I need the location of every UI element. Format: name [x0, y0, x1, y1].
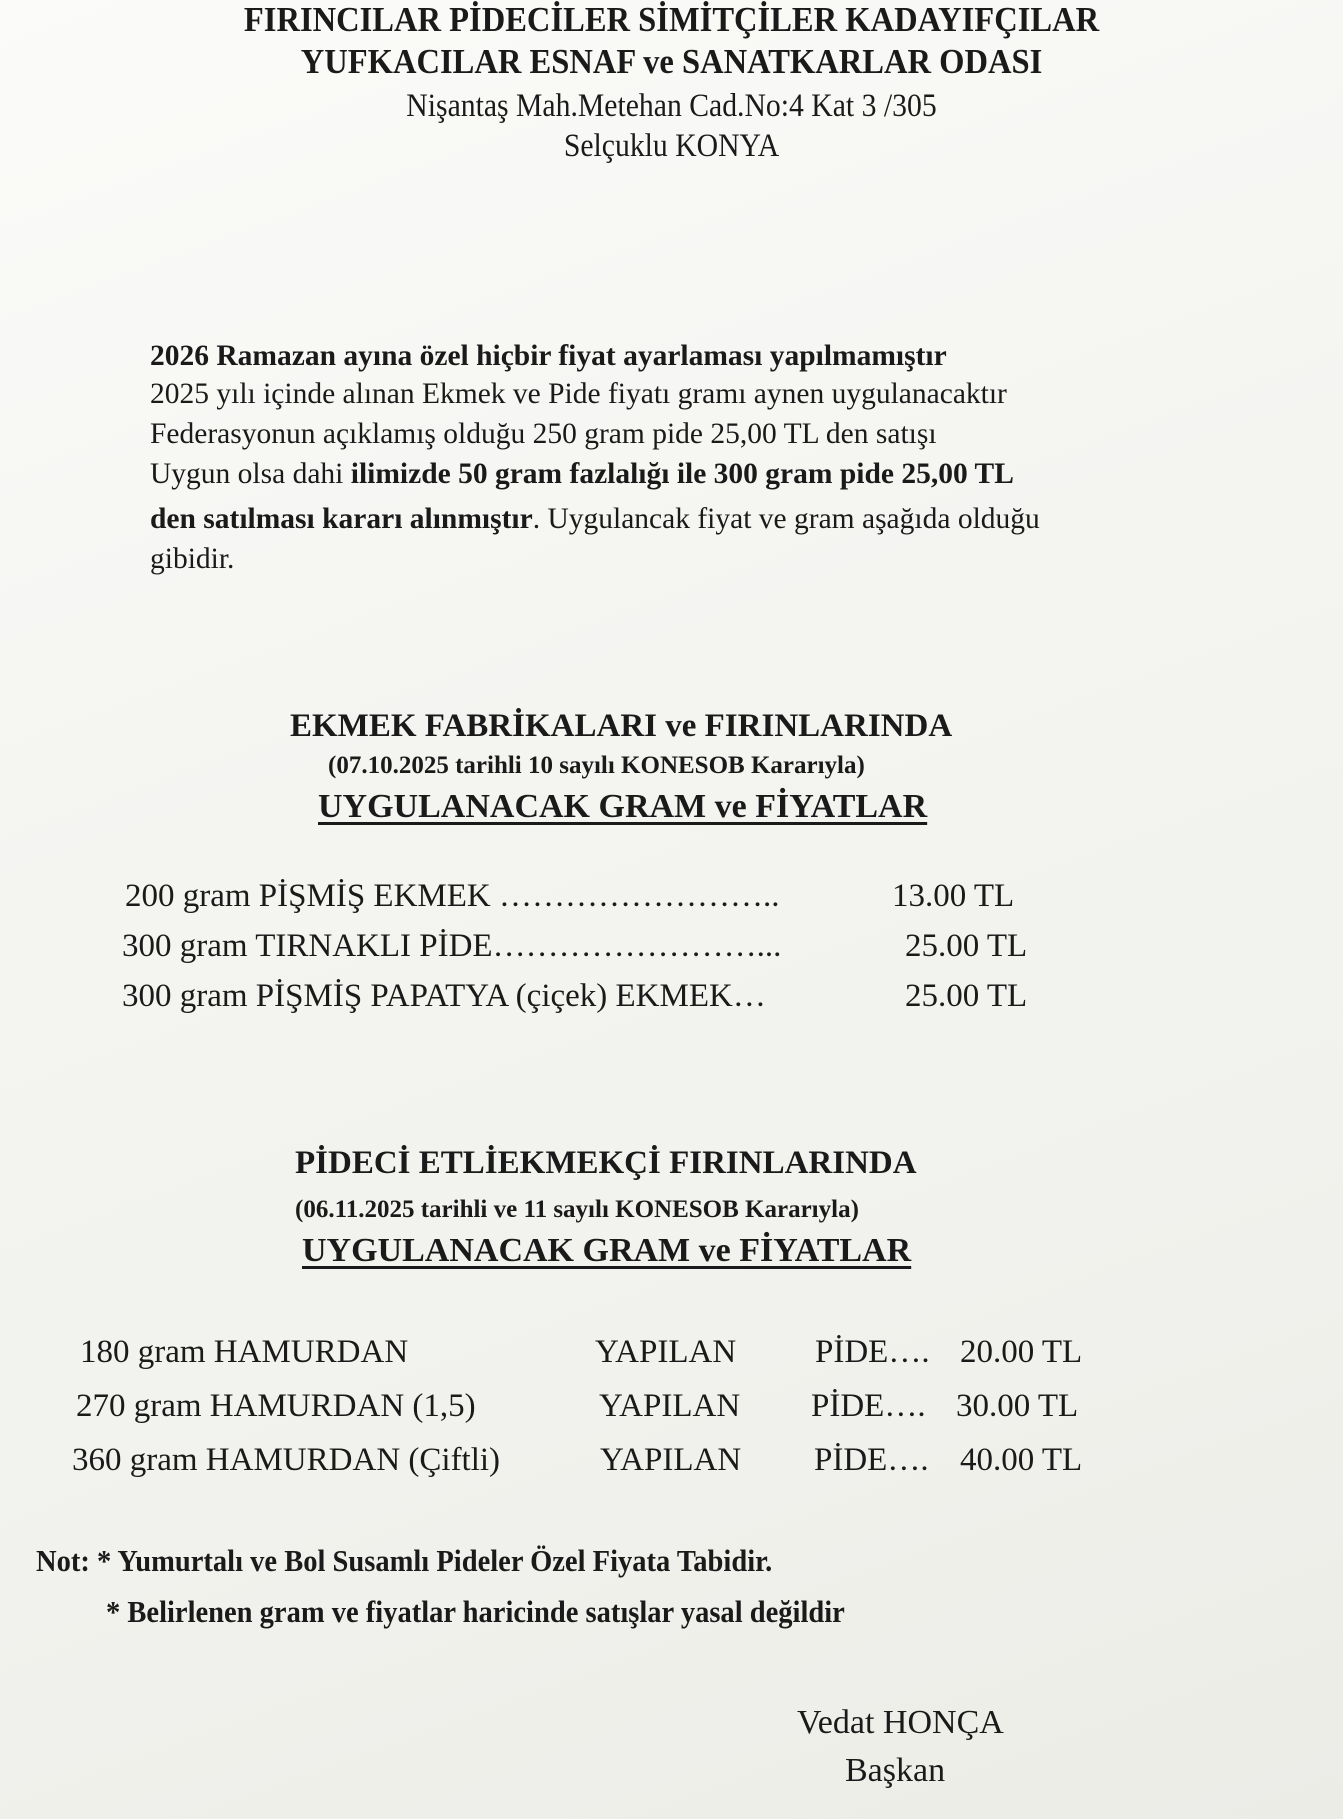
org-city: Selçuklu KONYA	[563, 128, 780, 164]
item-product: PİDE….	[815, 1334, 930, 1370]
item-product: PİDE….	[811, 1388, 926, 1424]
section2-title: PİDECİ ETLİEKMEKÇİ FIRINLARINDA	[295, 1145, 917, 1181]
signatory-name: Vedat HONÇA	[797, 1704, 1004, 1741]
announcement-line-4-bold: ilimizde 50 gram fazlalığı ile 300 gram pide 25,00 TL	[350, 458, 1014, 490]
org-name-line1: FIRINCILAR PİDECİLER SİMİTÇİLER KADAYIFÇILAR	[243, 0, 1100, 39]
announcement-line-1	[150, 337, 947, 375]
section1-heading: UYGULANACAK GRAM ve FİYATLAR	[318, 788, 928, 825]
announcement-line-5	[150, 500, 1040, 538]
item-price: 20.00 TL	[960, 1334, 1083, 1370]
announcement-bold-text: 2026 Ramazan ayına özel hiçbir fiyat ayarlaması yapılmamıştır	[150, 340, 947, 372]
section1-title: EKMEK FABRİKALARI ve FIRINLARINDA	[290, 708, 953, 744]
item-price: 40.00 TL	[960, 1442, 1083, 1478]
announcement-line-6: gibidir.	[150, 543, 235, 575]
item-made: YAPILAN	[599, 1388, 741, 1424]
item-made: YAPILAN	[600, 1442, 742, 1478]
item-label: 300 gram TIRNAKLI PİDE……………………...	[122, 928, 782, 964]
announcement-line-4	[150, 455, 1014, 493]
note-line-2: * Belirlenen gram ve fiyatlar haricinde satışlar yasal değildir	[106, 1594, 845, 1629]
section1-subtitle: (07.10.2025 tarihli 10 sayılı KONESOB Kararıyla)	[328, 752, 865, 779]
section2-subtitle: (06.11.2025 tarihli ve 11 sayılı KONESOB Kararıyla)	[295, 1196, 859, 1223]
announcement-line-5-normal: . Uygulancak fiyat ve gram aşağıda olduğu	[532, 503, 1040, 535]
signatory-title: Başkan	[845, 1752, 946, 1789]
item-price: 13.00 TL	[892, 878, 1015, 914]
section2-heading: UYGULANACAK GRAM ve FİYATLAR	[302, 1232, 912, 1269]
announcement-line-5-bold: den satılması kararı alınmıştır	[150, 503, 533, 535]
item-dough: 270 gram HAMURDAN (1,5)	[76, 1388, 476, 1424]
item-product: PİDE….	[814, 1442, 929, 1478]
item-price: 25.00 TL	[905, 978, 1028, 1014]
item-made: YAPILAN	[595, 1334, 737, 1370]
note-line-1: Not: * Yumurtalı ve Bol Susamlı Pideler Özel Fiyata Tabidir.	[36, 1543, 773, 1578]
item-label: 200 gram PİŞMİŞ EKMEK ……………………..	[125, 878, 780, 914]
item-price: 30.00 TL	[956, 1388, 1079, 1424]
item-dough: 360 gram HAMURDAN (Çiftli)	[72, 1442, 501, 1478]
announcement-line-3: Federasyonun açıklamış olduğu 250 gram pide 25,00 TL den satışı	[150, 418, 937, 450]
item-price: 25.00 TL	[905, 928, 1028, 964]
announcement-line-4-normal: Uygun olsa dahi	[150, 458, 351, 490]
announcement-line-2: 2025 yılı içinde alınan Ekmek ve Pide fiyatı gramı aynen uygulanacaktır	[150, 378, 1007, 410]
org-name-line2: YUFKACILAR ESNAF ve SANATKARLAR ODASI	[300, 42, 1043, 81]
item-label: 300 gram PİŞMİŞ PAPATYA (çiçek) EKMEK…	[122, 978, 766, 1014]
item-dough: 180 gram HAMURDAN	[80, 1334, 409, 1370]
org-address: Nişantaş Mah.Metehan Cad.No:4 Kat 3 /305	[406, 88, 937, 124]
